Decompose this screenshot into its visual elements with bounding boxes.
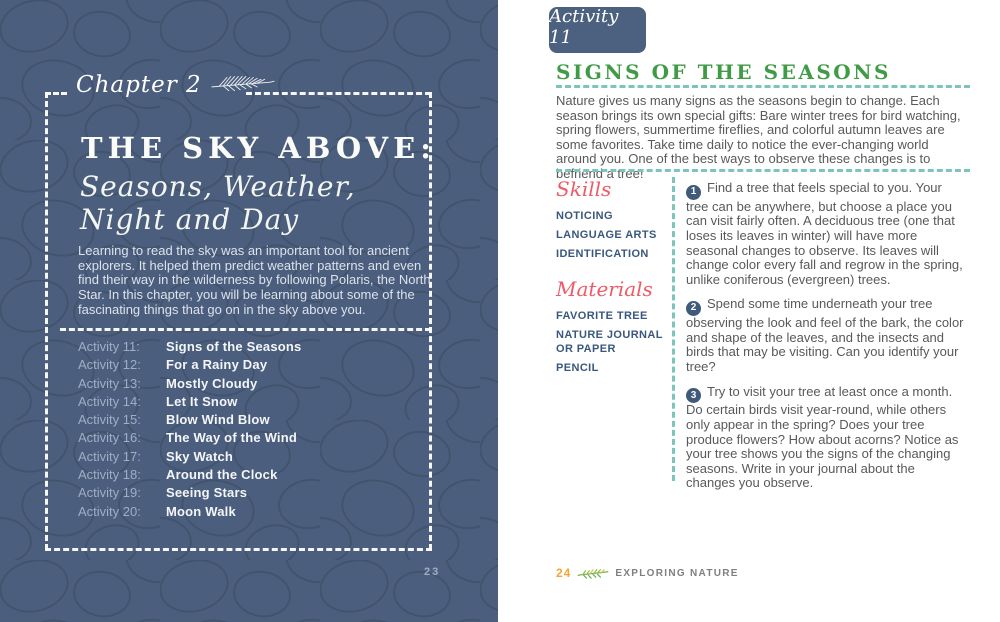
step-3-number-badge: 3 (686, 388, 701, 403)
chapter-subtitle-line2: Night and Day (80, 203, 300, 236)
dashed-frame-top-left (45, 92, 67, 95)
list-item (78, 449, 301, 467)
activity-name: Seeing Stars (166, 485, 248, 501)
activity-label: Activity 14: (78, 393, 141, 409)
section-dashed-divider (556, 169, 970, 172)
step-2-number-badge: 2 (686, 301, 701, 316)
skill-item: NOTICING (556, 210, 613, 222)
material-item: NATURE JOURNAL OR PAPER (556, 329, 663, 355)
chapter-subtitle-line1: Seasons, Weather, (80, 170, 356, 203)
skills-materials-sidebar (556, 177, 668, 380)
activity-list (78, 339, 301, 522)
step-3-text: Try to visit your tree at least once a month. Do certain birds visit year-round, while others only appear in the spring? Does your tree produce flowers? How about acorns? Notice as your tree shows you the signs of the changing seasons. Write in your journal about the changes you observe. (686, 383, 959, 491)
step-1-number-badge: 1 (686, 185, 701, 200)
activity-name: Sky Watch (166, 448, 234, 464)
activity-label: Activity 16: (78, 430, 141, 446)
left-page (0, 0, 498, 622)
step-1-text: Find a tree that feels special to you. Your tree can be anywhere, but choose a place you can visit fairly often. A deciduous tree (one that loses its leaves in winter) will have more seasonal changes to observe. Its leaves will change color every fall and regrow in the spring, unlike coniferous (evergreen) trees. (686, 180, 963, 287)
material-item: PENCIL (556, 362, 599, 374)
materials-title: Materials (556, 277, 653, 301)
activity-name: The Way of the Wind (166, 430, 298, 446)
step-2-text: Spend some time underneath your tree observing the look and feel of the bark, the color and shape of the leaves, and the insects and birds that may be visiting. Can you identify your tree? (686, 296, 964, 374)
step-1 (686, 181, 967, 287)
page-number-left: 23 (424, 566, 441, 578)
step-2 (686, 297, 967, 374)
list-item (78, 485, 301, 503)
list-item (78, 430, 301, 448)
activity-name: For a Rainy Day (166, 357, 268, 373)
dashed-frame-left (45, 92, 48, 550)
list-item (78, 467, 301, 485)
page-footer (556, 566, 739, 580)
activity-label: Activity 13: (78, 375, 141, 391)
skill-item: LANGUAGE ARTS (556, 229, 657, 241)
activity-label: Activity 17: (78, 448, 141, 464)
heading-dashed-underline (556, 85, 970, 88)
activity-name: Moon Walk (166, 503, 236, 519)
activity-label: Activity 20: (78, 503, 141, 519)
activity-name: Blow Wind Blow (166, 412, 270, 428)
list-item (78, 339, 301, 357)
material-item: FAVORITE TREE (556, 310, 648, 322)
list-item (78, 412, 301, 430)
step-3 (686, 385, 967, 491)
instruction-steps (686, 181, 967, 501)
activity-label: Activity 18: (78, 467, 141, 483)
chapter-intro-paragraph: Learning to read the sky was an important tool for ancient explorers. It helped them predict weather patterns and even find their way in the wilderness by following Polaris, the North Star. In this chapter, you will be learning about some of the fascinating things that go on in the sky above you. (78, 243, 431, 317)
activity-name: Mostly Cloudy (166, 375, 258, 391)
fern-branch-icon (577, 567, 609, 580)
activity-name: Around the Clock (166, 467, 278, 483)
page-number-right: 24 (556, 566, 572, 580)
activity-name: Let It Snow (166, 393, 238, 409)
list-item (78, 357, 301, 375)
vertical-dashed-divider (672, 177, 675, 481)
activity-label: Activity 11: (78, 339, 140, 354)
activity-label: Activity 15: (78, 412, 141, 428)
dashed-divider (60, 328, 431, 331)
feather-icon (210, 74, 276, 96)
right-page (498, 0, 1000, 622)
activity-badge-label: Activity 11 (549, 6, 619, 48)
activity-intro-paragraph: Nature gives us many signs as the seasons begin to change. Each season brings its own special gifts: Bare winter trees for bird watching, spring flowers, summertime fireflies, and colorful autumn leaves are some favorites. Take time daily to notice the ever-changing world around you. One of the best ways to observe these changes is to befriend a tree! (556, 93, 961, 181)
activity-label: Activity 19: (78, 485, 141, 501)
activity-name: Signs of the Seasons (166, 339, 302, 354)
book-title-footer: EXPLORING NATURE (615, 567, 739, 579)
dashed-frame-bottom (45, 548, 432, 551)
chapter-label: Chapter 2 (76, 72, 202, 98)
skills-title: Skills (556, 177, 612, 201)
chapter-title: THE SKY ABOVE: (81, 131, 436, 165)
activity-badge (549, 7, 646, 53)
list-item (78, 504, 301, 522)
skill-item: IDENTIFICATION (556, 248, 649, 260)
list-item (78, 394, 301, 412)
list-item (78, 376, 301, 394)
activity-label: Activity 12: (78, 357, 141, 373)
chapter-header (76, 72, 276, 98)
page-title: SIGNS OF THE SEASONS (556, 60, 891, 84)
